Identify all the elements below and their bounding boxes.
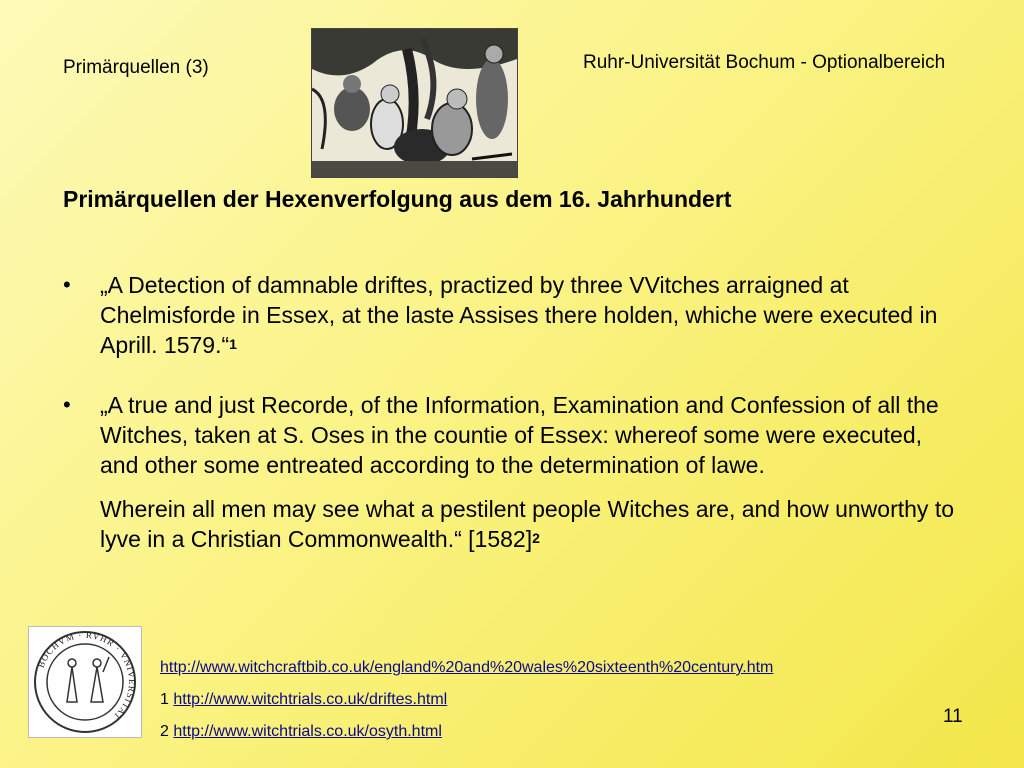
source-link-footnote-2[interactable]: http://www.witchtrials.co.uk/osyth.html: [173, 723, 442, 740]
bullet-item: [63, 270, 963, 360]
source-link-main[interactable]: http://www.witchcraftbib.co.uk/england%20and%20wales%20sixteenth%20century.htm: [160, 659, 774, 676]
svg-text:BOCHVM · RVHR · VNIVERSITAT: BOCHVM · RVHR · VNIVERSITAT: [35, 629, 138, 723]
footnote-number: 1: [160, 691, 169, 708]
bullet-continuation: Wherein all men may see what a pestilent people Witches are, and how unworthy to lyve in a Christian Commonwealth.“ [1582]: [100, 496, 954, 552]
bullet-text: „A Detection of damnable driftes, practized by three VVitches arraigned at Chelmisforde in Essex, at the laste Assises there holden, whiche were executed in Aprill. 1579.“: [100, 272, 938, 358]
bullet-text: „A true and just Recorde, of the Information, Examination and Confession of all the Witches, taken at S. Oses in the countie of Essex: whereof some were executed, and other some entreated according to the determination of lawe.: [100, 392, 939, 478]
bullet-list: [63, 270, 963, 554]
bullet-marker: •: [63, 392, 71, 417]
footnote-ref: 2: [532, 530, 540, 546]
header-right-title: Ruhr-Universität Bochum - Optionalbereich: [583, 52, 946, 73]
source-link-footnote-1[interactable]: http://www.witchtrials.co.uk/driftes.html: [173, 691, 448, 708]
source-links: [160, 652, 773, 748]
bullet-marker: •: [63, 272, 71, 297]
witches-woodcut-image: [311, 28, 518, 178]
header-left-title: Primärquellen (3): [63, 57, 209, 78]
footnote-number: 2: [160, 723, 169, 740]
bullet-item: [63, 390, 963, 554]
page-number: 11: [943, 706, 963, 727]
slide-title: Primärquellen der Hexenverfolgung aus dem 16. Jahrhundert: [63, 186, 732, 212]
university-seal-logo: [28, 626, 142, 738]
footnote-ref: 1: [229, 336, 237, 352]
